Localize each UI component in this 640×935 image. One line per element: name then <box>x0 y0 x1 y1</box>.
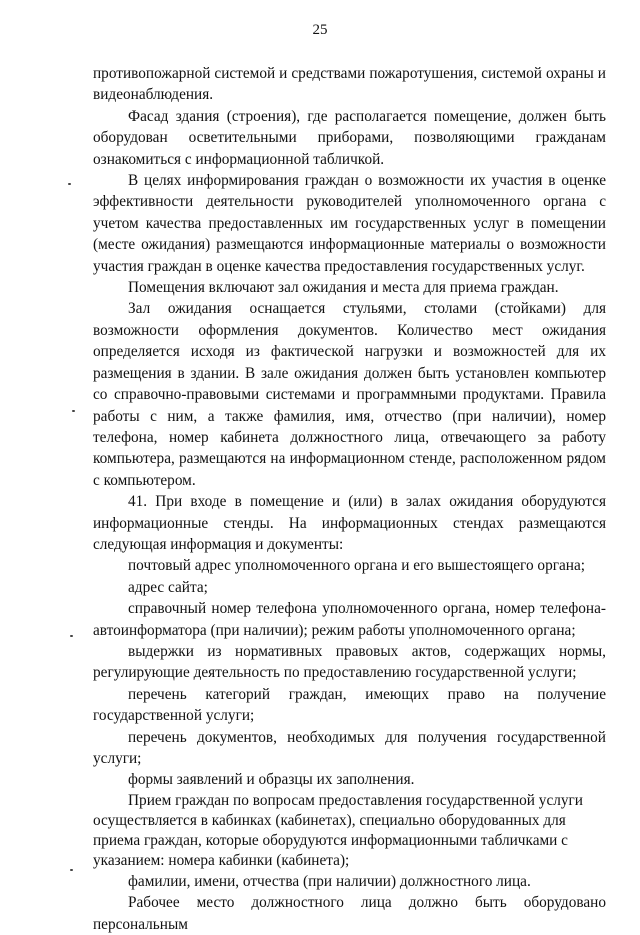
list-item: перечень категорий граждан, имеющих право на получение государственной услуги; <box>93 685 606 725</box>
list-item: перечень документов, необходимых для получения государственной услуги; <box>93 728 606 767</box>
paragraph: В целях информирования граждан о возможности их участия в оценке эффективности деятельности руководителей уполномоченного органа с учетом качества предоставленных им государственных услуг в помещении (месте ожидания) размещаются информационные материалы о возможности участия граждан в оценке качества предоставления государственных услуг. <box>93 172 606 275</box>
paragraph: Прием граждан по вопросам предоставления государственной услуги осуществляется в кабинках (кабинетах), специально оборудованных для приема граждан, которые оборудуются информационными табличками с указанием: номера кабинки (кабинета); <box>93 791 583 869</box>
list-item: почтовый адрес уполномоченного органа и его вышестоящего органа; <box>128 557 586 575</box>
document-body <box>93 63 606 935</box>
scan-speck <box>70 635 73 637</box>
scan-speck <box>70 869 73 871</box>
list-item: адрес сайта; <box>128 578 208 596</box>
paragraph: 41. При входе в помещение и (или) в залах ожидания оборудуются информационные стенды. На информационных стендах размещаются следующая информация и документы: <box>93 493 606 553</box>
scan-speck <box>72 410 75 412</box>
list-item: формы заявлений и образцы их заполнения. <box>128 771 415 789</box>
list-item: справочный номер телефона уполномоченного органа, номер телефона-автоинформатора (при наличии); режим работы уполномоченного органа; <box>93 600 606 639</box>
paragraph: Зал ожидания оснащается стульями, столами (стойками) для возможности оформления документов. Количество мест ожидания определяется исходя из фактической нагрузки и возможностей для их размещения в здании. В зале ожидания должен быть установлен компьютер со справочно-правовыми системами и программными продуктами. Правила работы с ним, а также фамилия, имя, отчество (при наличии), номер телефона, номер кабинета должностного лица, отвечающего за работу компьютера, размещаются на информационном стенде, расположенном рядом с компьютером. <box>93 300 606 489</box>
page-number: 25 <box>312 22 328 38</box>
list-item: фамилии, имени, отчества (при наличии) должностного лица. <box>128 872 531 890</box>
paragraph: Фасад здания (строения), где располагается помещение, должен быть оборудован осветительными приборами, позволяющими гражданам ознакомиться с информационной табличкой. <box>93 107 606 168</box>
paragraph: Помещения включают зал ожидания и места для приема граждан. <box>128 279 559 297</box>
paragraph: Рабочее место должностного лица должно быть оборудовано персональным <box>93 894 606 933</box>
paragraph: противопожарной системой и средствами пожаротушения, системой охраны и видеонаблюдения. <box>93 65 606 104</box>
list-item: выдержки из нормативных правовых актов, содержащих нормы, регулирующие деятельность по предоставлению государственной услуги; <box>93 642 606 682</box>
scan-speck <box>68 183 71 185</box>
